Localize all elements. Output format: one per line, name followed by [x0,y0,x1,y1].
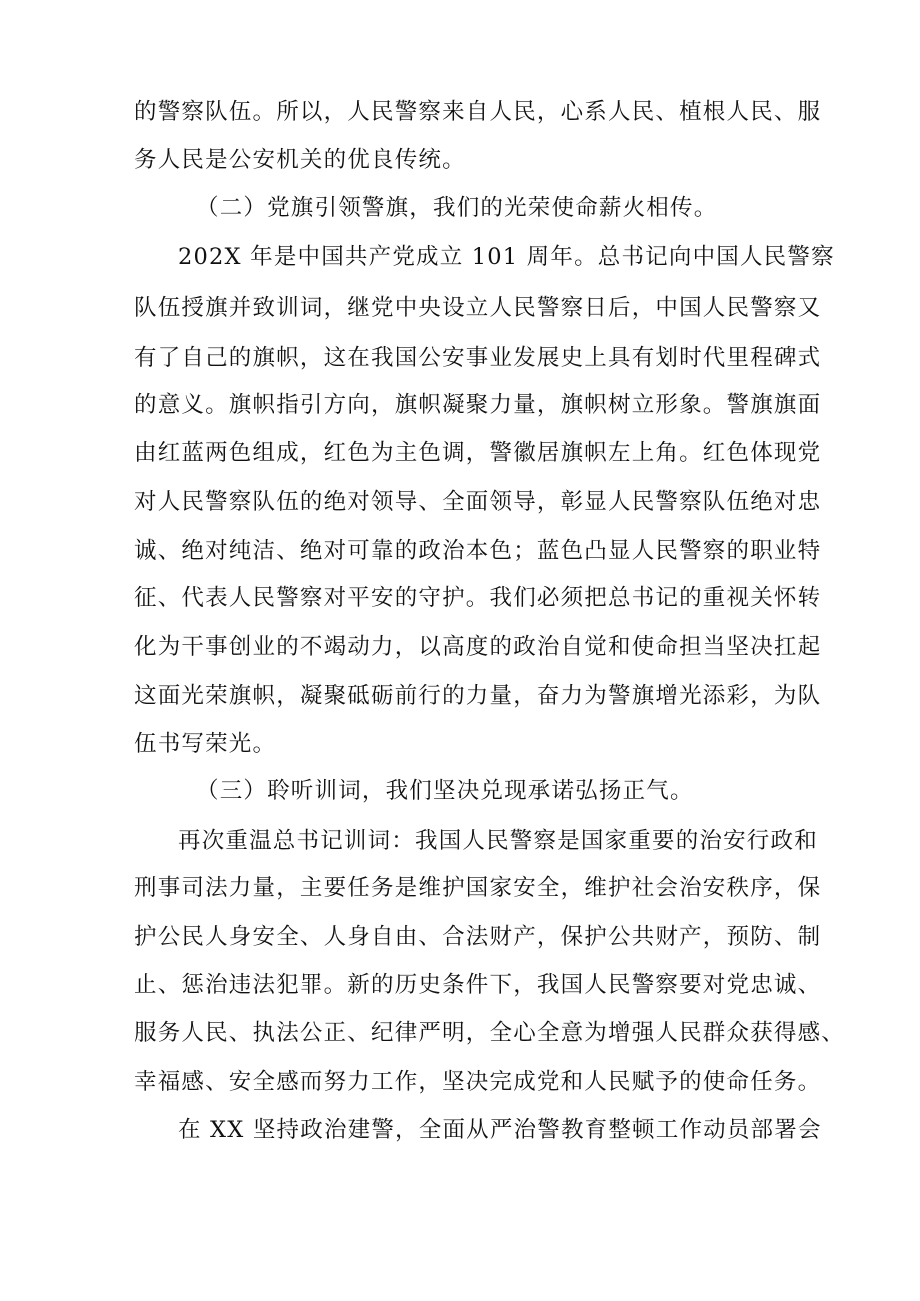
text-line: 诚、绝对纯洁、绝对可靠的政治本色；蓝色凸显人民警察的职业特 [134,538,822,564]
section-heading: （三）聆听训词，我们坚决兑现承诺弘扬正气。 [196,778,694,804]
text-line: 在 XX 坚持政治建警，全面从严治警教育整顿工作动员部署会 [178,1117,822,1143]
text-line: 护公民人身安全、人身自由、合法财产，保护公共财产，预防、制 [134,924,822,950]
text-line: 由红蓝两色组成，红色为主色调，警徽居旗帜左上角。红色体现党 [134,440,822,466]
text-line: 征、代表人民警察对平安的守护。我们必须把总书记的重视关怀转 [134,585,822,611]
text-line: 202X 年是中国共产党成立 101 周年。总书记向中国人民警察 [178,244,835,270]
section-heading: （二）党旗引领警旗，我们的光荣使命薪火相传。 [196,195,718,221]
text-line: 服务人民、执法公正、纪律严明，全心全意为增强人民群众获得感、 [134,1020,846,1046]
text-line: 队伍授旗并致训词，继党中央设立人民警察日后，中国人民警察又 [134,295,822,321]
text-line: 的意义。旗帜指引方向，旗帜凝聚力量，旗帜树立形象。警旗旗面 [134,392,822,418]
text-line: 化为干事创业的不竭动力，以高度的政治自觉和使命担当坚决扛起 [134,634,822,660]
text-line: 止、惩治违法犯罪。新的历史条件下，我国人民警察要对党忠诚、 [134,972,822,998]
text-line: 再次重温总书记训词：我国人民警察是国家重要的治安行政和 [178,828,818,854]
text-line: 对人民警察队伍的绝对领导、全面领导，彰显人民警察队伍绝对忠 [134,489,822,515]
text-line: 这面光荣旗帜，凝聚砥砺前行的力量，奋力为警旗增光添彩，为队 [134,683,822,709]
text-line: 务人民是公安机关的优良传统。 [134,147,466,173]
text-line: 伍书写荣光。 [134,731,277,757]
text-line: 的警察队伍。所以，人民警察来自人民，心系人民、植根人民、服 [134,99,822,125]
text-line: 刑事司法力量，主要任务是维护国家安全，维护社会治安秩序，保 [134,875,822,901]
text-line: 有了自己的旗帜，这在我国公安事业发展史上具有划时代里程碑式 [134,345,822,371]
text-line: 幸福感、安全感而努力工作，坚决完成党和人民赋予的使命任务。 [134,1069,822,1095]
